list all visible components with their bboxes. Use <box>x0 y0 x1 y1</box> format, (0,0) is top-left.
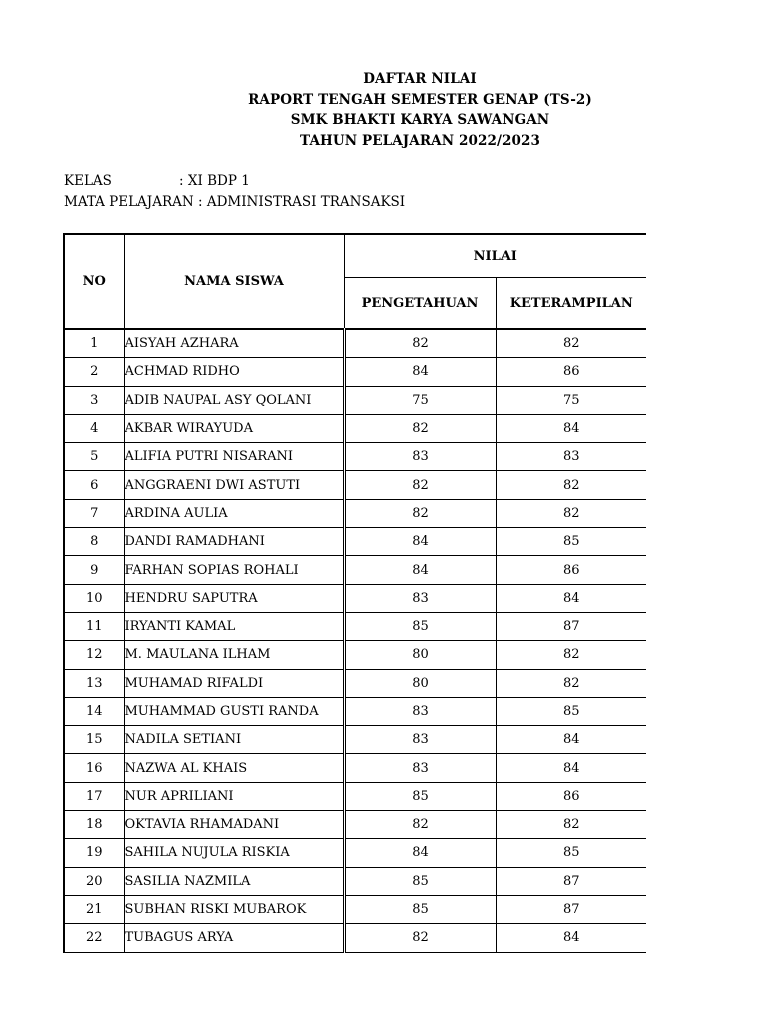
header-nilai <box>344 234 646 278</box>
cell-no: 22 <box>64 924 124 952</box>
table-row <box>64 641 646 669</box>
cell-no: 2 <box>64 358 124 386</box>
cell-nama-siswa: OKTAVIA RHAMADANI <box>124 811 344 839</box>
cell-no: 4 <box>64 414 124 442</box>
cell-pengetahuan: 83 <box>344 584 496 612</box>
cell-keterampilan: 82 <box>496 471 646 499</box>
cell-nama-siswa: ANGGRAENI DWI ASTUTI <box>124 471 344 499</box>
cell-nama-siswa: AISYAH AZHARA <box>124 329 344 358</box>
cell-pengetahuan: 84 <box>344 839 496 867</box>
cell-pengetahuan: 84 <box>344 556 496 584</box>
cell-no: 19 <box>64 839 124 867</box>
cell-pengetahuan: 82 <box>344 471 496 499</box>
table-row <box>64 414 646 442</box>
cell-keterampilan: 82 <box>496 499 646 527</box>
table-row <box>64 924 646 952</box>
cell-no: 20 <box>64 867 124 895</box>
cell-pengetahuan: 84 <box>344 528 496 556</box>
cell-nama-siswa: ALIFIA PUTRI NISARANI <box>124 443 344 471</box>
cell-pengetahuan: 83 <box>344 443 496 471</box>
cell-nama-siswa: NADILA SETIANI <box>124 726 344 754</box>
cell-nama-siswa: NAZWA AL KHAIS <box>124 754 344 782</box>
cell-no: 1 <box>64 329 124 358</box>
school-name: SMK BHAKTI KARYA SAWANGAN <box>290 112 550 128</box>
table-row <box>64 726 646 754</box>
cell-nama-siswa: ACHMAD RIDHO <box>124 358 344 386</box>
cell-keterampilan: 86 <box>496 556 646 584</box>
table-row <box>64 443 646 471</box>
document-title-block <box>0 69 768 151</box>
cell-keterampilan: 86 <box>496 782 646 810</box>
cell-pengetahuan: 82 <box>344 329 496 358</box>
cell-keterampilan: 82 <box>496 641 646 669</box>
cell-no: 6 <box>64 471 124 499</box>
table-row <box>64 556 646 584</box>
cell-nama-siswa: ADIB NAUPAL ASY QOLANI <box>124 386 344 414</box>
cell-pengetahuan: 85 <box>344 782 496 810</box>
cell-pengetahuan: 75 <box>344 386 496 414</box>
grades-table <box>63 233 646 953</box>
header-pengetahuan: PENGETAHUAN <box>344 278 496 330</box>
cell-no: 11 <box>64 612 124 640</box>
cell-no: 17 <box>64 782 124 810</box>
cell-keterampilan: 87 <box>496 895 646 923</box>
cell-pengetahuan: 82 <box>344 499 496 527</box>
subject-label: MATA PELAJARAN <box>64 194 194 210</box>
cell-keterampilan: 87 <box>496 867 646 895</box>
table-row <box>64 782 646 810</box>
cell-pengetahuan: 85 <box>344 867 496 895</box>
cell-keterampilan: 84 <box>496 754 646 782</box>
cell-no: 15 <box>64 726 124 754</box>
cell-no: 16 <box>64 754 124 782</box>
cell-nama-siswa: MUHAMAD RIFALDI <box>124 669 344 697</box>
cell-keterampilan: 84 <box>496 924 646 952</box>
cell-keterampilan: 84 <box>496 584 646 612</box>
table-row <box>64 499 646 527</box>
table-row <box>64 584 646 612</box>
cell-no: 5 <box>64 443 124 471</box>
cell-no: 9 <box>64 556 124 584</box>
cell-pengetahuan: 85 <box>344 895 496 923</box>
cell-keterampilan: 82 <box>496 811 646 839</box>
cell-no: 21 <box>64 895 124 923</box>
cell-nama-siswa: SUBHAN RISKI MUBAROK <box>124 895 344 923</box>
header-nama-siswa: NAMA SISWA <box>124 234 344 329</box>
cell-pengetahuan: 83 <box>344 697 496 725</box>
cell-nama-siswa: M. MAULANA ILHAM <box>124 641 344 669</box>
table-row <box>64 612 646 640</box>
table-row <box>64 329 646 358</box>
table-row <box>64 358 646 386</box>
header-no: NO <box>64 234 124 329</box>
subject-value: : ADMINISTRASI TRANSAKSI <box>197 194 406 210</box>
document-title: DAFTAR NILAI <box>363 71 477 87</box>
table-row <box>64 811 646 839</box>
cell-nama-siswa: FARHAN SOPIAS ROHALI <box>124 556 344 584</box>
table-row <box>64 839 646 867</box>
cell-nama-siswa: IRYANTI KAMAL <box>124 612 344 640</box>
cell-pengetahuan: 83 <box>344 726 496 754</box>
grades-table-body <box>64 329 646 952</box>
cell-keterampilan: 84 <box>496 726 646 754</box>
cell-pengetahuan: 84 <box>344 358 496 386</box>
cell-keterampilan: 82 <box>496 669 646 697</box>
header-keterampilan: KETERAMPILAN <box>496 278 646 330</box>
cell-pengetahuan: 83 <box>344 754 496 782</box>
cell-no: 7 <box>64 499 124 527</box>
cell-nama-siswa: SAHILA NUJULA RISKIA <box>124 839 344 867</box>
class-value: : XI BDP 1 <box>179 173 250 189</box>
cell-pengetahuan: 82 <box>344 924 496 952</box>
class-label: KELAS <box>64 173 112 189</box>
cell-keterampilan: 75 <box>496 386 646 414</box>
cell-no: 10 <box>64 584 124 612</box>
cell-no: 8 <box>64 528 124 556</box>
cell-keterampilan: 86 <box>496 358 646 386</box>
table-row <box>64 528 646 556</box>
cell-nama-siswa: ARDINA AULIA <box>124 499 344 527</box>
cell-pengetahuan: 80 <box>344 669 496 697</box>
cell-pengetahuan: 80 <box>344 641 496 669</box>
cell-nama-siswa: SASILIA NAZMILA <box>124 867 344 895</box>
table-row <box>64 669 646 697</box>
cell-keterampilan: 85 <box>496 839 646 867</box>
cell-keterampilan: 83 <box>496 443 646 471</box>
cell-nama-siswa: MUHAMMAD GUSTI RANDA <box>124 697 344 725</box>
cell-nama-siswa: DANDI RAMADHANI <box>124 528 344 556</box>
table-row <box>64 754 646 782</box>
cell-nama-siswa: HENDRU SAPUTRA <box>124 584 344 612</box>
cell-keterampilan: 87 <box>496 612 646 640</box>
cell-pengetahuan: 85 <box>344 612 496 640</box>
table-row <box>64 386 646 414</box>
table-row <box>64 867 646 895</box>
cell-no: 13 <box>64 669 124 697</box>
cell-nama-siswa: AKBAR WIRAYUDA <box>124 414 344 442</box>
cell-pengetahuan: 82 <box>344 811 496 839</box>
cell-pengetahuan: 82 <box>344 414 496 442</box>
cell-nama-siswa: NUR APRILIANI <box>124 782 344 810</box>
cell-keterampilan: 85 <box>496 697 646 725</box>
subject-info <box>64 192 405 212</box>
table-row <box>64 471 646 499</box>
cell-keterampilan: 82 <box>496 329 646 358</box>
cell-no: 18 <box>64 811 124 839</box>
cell-nama-siswa: TUBAGUS ARYA <box>124 924 344 952</box>
cell-keterampilan: 85 <box>496 528 646 556</box>
cell-no: 3 <box>64 386 124 414</box>
cell-no: 14 <box>64 697 124 725</box>
cell-no: 12 <box>64 641 124 669</box>
class-info <box>64 171 250 191</box>
header-nilai-label: NILAI <box>473 248 517 264</box>
cell-keterampilan: 84 <box>496 414 646 442</box>
table-row <box>64 697 646 725</box>
document-subtitle: RAPORT TENGAH SEMESTER GENAP (TS-2) <box>248 91 592 108</box>
table-row <box>64 895 646 923</box>
academic-year: TAHUN PELAJARAN 2022/2023 <box>300 132 540 149</box>
